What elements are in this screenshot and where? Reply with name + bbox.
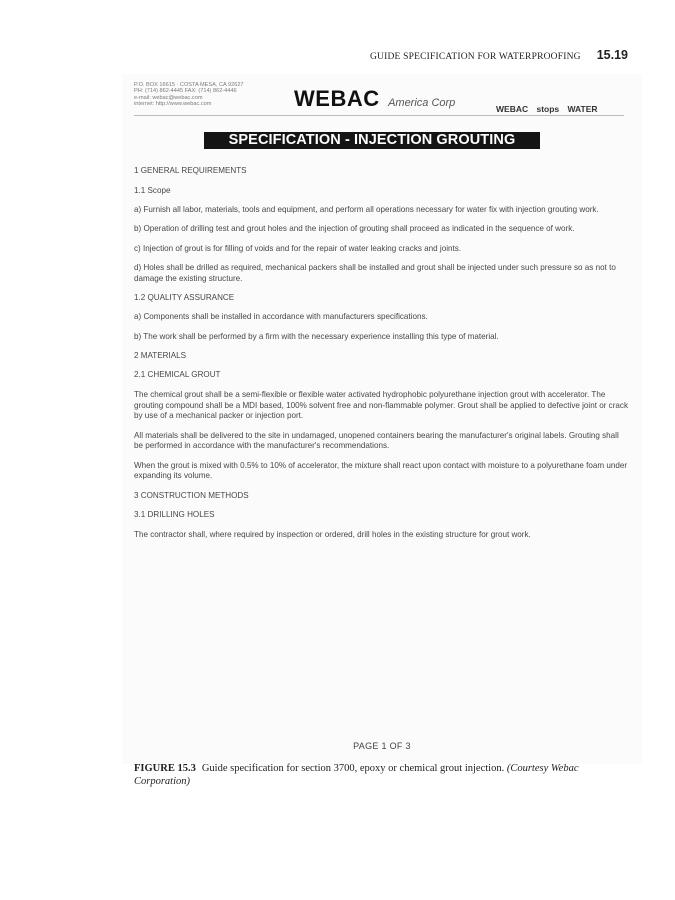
caption-credit: (Courtesy Webac Corporation) bbox=[134, 763, 579, 787]
company-logo bbox=[294, 86, 455, 112]
letterhead-divider bbox=[134, 115, 624, 116]
section-heading: 1 GENERAL REQUIREMENTS bbox=[134, 166, 247, 175]
page-footer: PAGE 1 OF 3 bbox=[353, 741, 411, 751]
company-tagline: WEBAC stops WATER bbox=[496, 104, 598, 114]
phone-fax-line: PH: (714) 862-4445 FAX: (714) 862-4446 bbox=[134, 88, 237, 95]
running-head-title: GUIDE SPECIFICATION FOR WATERPROOFING bbox=[370, 52, 581, 62]
paragraph: The chemical grout shall be a semi-flexible or flexible water activated hydrophobic polyurethane injection grout with accelerator. The grouting compound shall be a MDI based, 100% solvent free and non-flammable polymer. Grout shall be applied to defective joint or crack by use of a mechanical packer or injection port. bbox=[134, 389, 628, 421]
section-heading: 1.2 QUALITY ASSURANCE bbox=[134, 292, 235, 302]
specification-banner: SPECIFICATION - INJECTION GROUTING bbox=[204, 132, 540, 149]
paragraph: a) Components shall be installed in accordance with manufacturers specifications. bbox=[134, 312, 428, 322]
section-heading: 2.1 CHEMICAL GROUT bbox=[134, 370, 221, 380]
section-heading: 3.1 DRILLING HOLES bbox=[134, 510, 215, 520]
email-line: e-mail: webac@webac.com bbox=[134, 94, 203, 101]
paragraph: b) The work shall be performed by a firm with the necessary experience installing this type of material. bbox=[134, 331, 499, 341]
paragraph: a) Furnish all labor, materials, tools and equipment, and perform all operations necessary for water fix with injection grouting work. bbox=[134, 205, 599, 215]
paragraph: When the grout is mixed with 0.5% to 10% of accelerator, the mixture shall react upon contact with moisture to a polyurethane foam under expanding its volume. bbox=[134, 460, 628, 481]
section-heading: 2 MATERIALS bbox=[134, 350, 187, 360]
paragraph: b) Operation of drilling test and grout holes and the injection of grouting shall proceed as indicated in the sequence of work. bbox=[134, 224, 575, 234]
figure-label: FIGURE 15.3 bbox=[134, 763, 196, 774]
paragraph: All materials shall be delivered to the site in undamaged, unopened containers bearing the manufacturer's original labels. Grouting shall be performed in accordance with the manufacturer's recommendations. bbox=[134, 430, 619, 451]
scanned-specification-page bbox=[122, 74, 642, 764]
page-number: 15.19 bbox=[596, 48, 628, 62]
paragraph: The contractor shall, where required by inspection or ordered, drill holes in the existing structure for grout work. bbox=[134, 529, 531, 539]
section-heading: 3 CONSTRUCTION METHODS bbox=[134, 490, 249, 500]
internet-line: internet: http://www.webac.com bbox=[134, 101, 212, 108]
specification-body bbox=[134, 166, 628, 549]
company-name: WEBAC bbox=[294, 86, 380, 111]
figure-caption bbox=[134, 762, 634, 788]
section-heading: 1.1 Scope bbox=[134, 185, 171, 195]
letterhead-address bbox=[134, 82, 244, 108]
paragraph: d) Holes shall be drilled as required, mechanical packers shall be installed and grout shall be injected under such pressure so as not to damage the existing structure. bbox=[134, 262, 616, 283]
address-line: P.O. BOX 16615 · COSTA MESA, CA 92627 bbox=[134, 82, 244, 88]
caption-text: Guide specification for section 3700, epoxy or chemical grout injection. bbox=[201, 763, 505, 774]
paragraph: c) Injection of grout is for filling of voids and for the repair of water leaking cracks and joints. bbox=[134, 243, 462, 253]
company-suffix: America Corp bbox=[388, 97, 456, 109]
running-head bbox=[0, 46, 628, 64]
